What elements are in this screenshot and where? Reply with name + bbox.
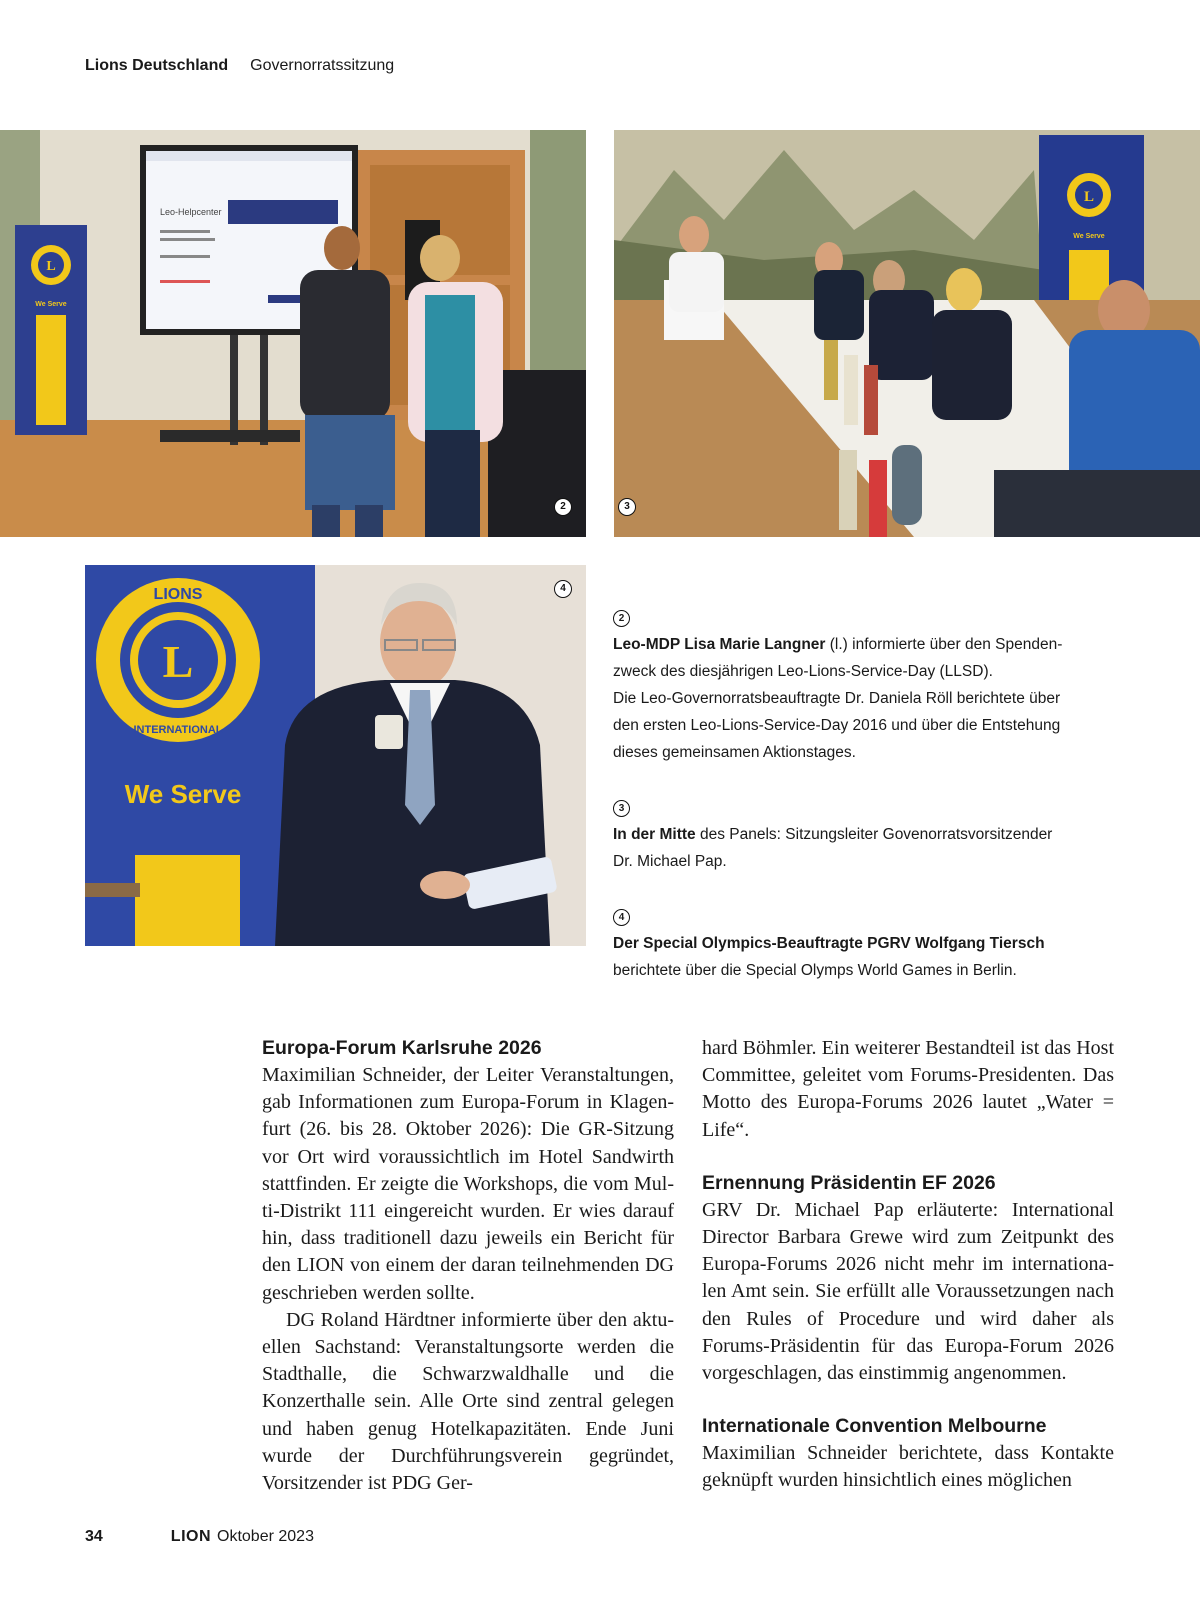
section-heading: Ernennung Präsidentin EF 2026 (702, 1171, 996, 1194)
caption-text: berichtete über die Special Olymps World Games in Berlin. (613, 962, 1017, 979)
photo-2-lions-letter: L (46, 259, 56, 274)
page-footer (85, 1528, 314, 1546)
photo-4-banner-motto: We Serve (124, 779, 242, 809)
photo-wolfgang-tiersch (85, 565, 586, 946)
photo-4-illustration (85, 565, 586, 946)
article-column-right (702, 1035, 1114, 1495)
photo-badge: 4 (554, 580, 572, 598)
photo-badge: 2 (554, 498, 572, 516)
page-number: 34 (85, 1528, 103, 1545)
header-section: Governorratssitzung (250, 57, 395, 74)
photo-2-screen-title: Leo-Helpcenter (160, 207, 222, 217)
paragraph: Maximilian Schneider berichtete, dass Kontakte geknüpft wurden hinsichtlich eines möglichen (702, 1442, 1114, 1492)
photo-3-banner-motto: We Serve (1073, 233, 1105, 240)
caption-text: des Panels: Sitzungsleiter Govenorratsvorsitzender Dr. Michael Pap. (613, 826, 1053, 870)
caption-2 (613, 576, 1113, 793)
paragraph: hard Böhmler. Ein weiterer Bestandteil ist das Host Committee, geleitet vom Forums-Presidenten. Das Motto des Europa-Forums 2026 lautet „Water = Life“. (702, 1037, 1114, 1141)
photo-governorrat-panel (614, 130, 1200, 537)
photo-3-lions-letter: L (1083, 189, 1095, 205)
caption-body (613, 631, 1113, 766)
caption-number: 2 (613, 610, 630, 627)
photo-4-ring-top: LIONS (153, 586, 203, 603)
paragraph: DG Roland Härdtner informierte über den aktuellen Sachstand: Veranstaltungsorte werden die Stadthalle, die Schwarzwaldhalle und die Konzerthalle sein. Alle Orte sind zentral gelegen und haben genug Hotelkapazitäten. Ende Juni wurde der Durchführungsverein gegründet, Vorsitzender ist PDG Ger- (262, 1308, 674, 1495)
photo-2-banner-motto: We Serve (35, 301, 67, 308)
caption-number: 4 (613, 909, 630, 926)
issue-date: Oktober 2023 (217, 1528, 314, 1545)
caption-bold: In der Mitte (613, 826, 696, 843)
caption-body (613, 930, 1113, 984)
paragraph: GRV Dr. Michael Pap erläuterte: International Director Barbara Grewe wird zum Zeitpunkt des Europa-Forums 2026 nicht mehr im internationalen Amt sein. Sie erfüllt alle Voraussetzungen nach den Rules of Procedure und wird daher als Forums-Präsidentin für das Europa-Forum 2026 vorgeschlagen, das einstimmig angenommen. (702, 1198, 1114, 1385)
photo-4-ring-bottom: INTERNATIONAL (133, 724, 223, 736)
caption-body (613, 821, 1113, 875)
caption-number: 3 (613, 800, 630, 817)
paragraph: Maximilian Schneider, der Leiter Veranstaltungen, gab Informationen zum Europa-Forum in Klagenfurt (26. bis 28. Oktober 2026): Die GR-Sitzung vor Ort wird voraussichtlich im Hotel Sandwirth stattfinden. Er zeigte die Workshops, die vom Multi-Distrikt 111 eingereicht wurden. Er wies darauf hin, dass traditionell dazu jeweils ein Bericht für den LION von einem der daran teilnehmenden DG geschrieben werden sollte. (262, 1064, 674, 1304)
caption-text: (l.) informierte über den Spenden- zweck des diesjährigen Leo-Lions-Service-Day (LLSD). Die Leo-Governorratsbeauftragte Dr. Daniela Röll berichtete über den ersten Leo-Lions-Service-Day 2016 und über die Entstehung dieses gemeinsamen Aktionstages. (613, 636, 1063, 761)
photo-3-illustration (614, 130, 1200, 537)
caption-bold: Der Special Olympics-Beauftragte PGRV Wolfgang Tiersch (613, 935, 1045, 952)
caption-bold: Leo-MDP Lisa Marie Langner (613, 636, 826, 653)
magazine-name: LION (170, 1528, 212, 1545)
photo-badge: 3 (618, 498, 636, 516)
photo-4-lions-letter: L (162, 636, 194, 687)
header-brand: Lions Deutschland (85, 57, 229, 74)
caption-4 (613, 875, 1113, 1011)
photo-2-illustration (0, 130, 586, 537)
section-heading: Europa-Forum Karlsruhe 2026 (262, 1037, 542, 1059)
section-heading: Internationale Convention Melbourne (702, 1415, 1047, 1438)
article-column-left (262, 1035, 674, 1497)
photo-leo-helpcenter (0, 130, 586, 537)
page-header (85, 57, 394, 75)
